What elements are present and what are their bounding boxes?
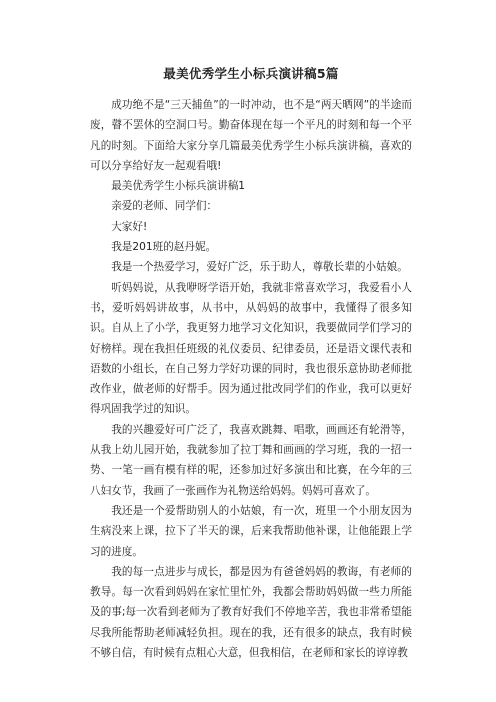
document-title: 最美优秀学生小标兵演讲稿5篇 xyxy=(163,66,339,81)
speech-heading: 最美优秀学生小标兵演讲稿1 xyxy=(111,180,246,193)
salutation: 亲爱的老师、同学们： xyxy=(111,200,218,213)
body-paragraph: 我还是一个爱帮助别人的小姑娘，有一次，班里一个小朋友因为生病没来上课，拉下了半天的课，后来我帮助他补课，让他能跟上学习的进度。 xyxy=(90,504,412,558)
intro-paragraph: 成功绝不是“三天捕鱼”的一时冲动，也不是“两天晒网”的半途而废，瞽不罢休的空洞口号。勤奋体现在每一个平凡的时刻和每一个平凡的时刻。下面给大家分享几篇最美优秀学生小标兵演讲稿，喜欢的可以分享给好友一起观看哦! xyxy=(90,99,412,172)
self-introduction: 我是201班的赵丹妮。 xyxy=(111,241,217,254)
document-body xyxy=(90,95,412,663)
body-paragraph: 我是一个热爱学习，爱好广泛，乐于助人，尊敬长辈的小姑娘。 xyxy=(111,261,408,274)
body-paragraph: 听妈妈说，从我咿呀学语开始，我就非常喜欢学习，我爱看小人书，爱听妈妈讲故事，从书中，从妈妈的故事中，我懂得了很多知识。自从上了小学，我更努力地学习文化知识，我要做同学们学习的好榜样。现在我担任班级的礼仪委员、纪律委员，还是语文课代表和语数的小组长，在自己努力学好功课的同时，我也很乐意协助老师批改作业，做老师的好帮手。因为通过批改同学们的作业，我可以更好得巩固我学过的知识。 xyxy=(90,281,412,416)
greeting: 大家好! xyxy=(111,220,148,233)
body-paragraph: 我的兴趣爱好可广泛了，我喜欢跳舞、唱歌，画画还有轮滑等，从我上幼儿园开始，我就参加了拉丁舞和画画的学习班，我的一招一势、一笔一画有模有样的呢，还参加过好多演出和比赛，在今年的三八妇女节，我画了一张画作为礼物送给妈妈。妈妈可喜欢了。 xyxy=(90,423,412,497)
body-paragraph: 我的每一点进步与成长，都是因为有爸爸妈妈的教诲，有老师的教导。每一次看到妈妈在家忙里忙外，我都会帮助妈妈做一些力所能及的事;每一次看到老师为了教育好我们不停地辛苦，我也非常希望能尽我所能帮助老师减轻负担。现在的我，还有很多的缺点，我有时候不够自信，有时候有点粗心大意，但我相信，在老师和家长的谆谆教 xyxy=(90,565,412,660)
